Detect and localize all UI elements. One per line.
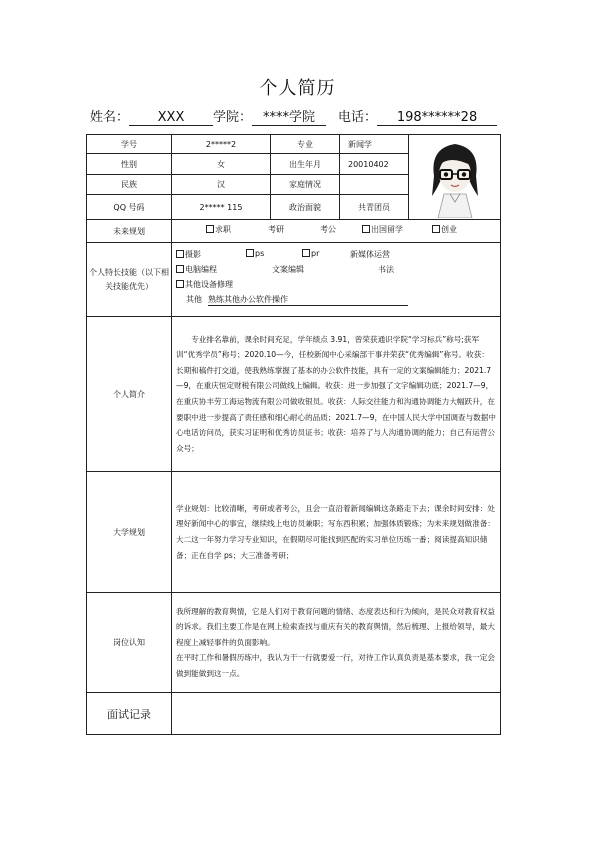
future-plan-options	[172, 220, 501, 243]
name-field[interactable]: XXX	[129, 110, 213, 126]
resume-table	[86, 134, 501, 735]
photo-cell	[409, 135, 501, 220]
qq-label: QQ 号码	[87, 195, 172, 220]
avatar	[420, 136, 490, 218]
skills-label: 个人特长技能（以下相关技能优先）	[87, 243, 172, 317]
student-id-label: 学号	[87, 135, 172, 154]
cognition-label: 岗位认知	[87, 593, 172, 693]
phone-field[interactable]: 198******28	[377, 110, 497, 126]
gender-value[interactable]: 女	[172, 154, 271, 175]
ethnic-label: 民族	[87, 175, 172, 195]
skill-pr[interactable]: pr	[302, 249, 319, 258]
skill-device[interactable]: 其他设备修理	[176, 279, 233, 290]
future-option-startup[interactable]: 创业	[432, 224, 457, 235]
checkbox-icon	[176, 280, 184, 288]
skill-copy[interactable]: 文案编辑	[272, 264, 304, 274]
plan-label: 大学规划	[87, 472, 172, 593]
phone-label: 电话：	[338, 110, 378, 125]
cognition-text[interactable]: 我所理解的教育舆情，它是人们对于教育问题的情绪、态度表达和行为倾向，是民众对教育权益的诉求。我们主要工作是在网上检索查找与重庆有关的教育舆情，然后梳理、上报给领导，最大程度上减轻事件的负面影响。 在平时工作和暑假历练中，我认为干一行就要爱一行，对待工作认真负责是基本要求，我一定会做到能做到这一点。	[172, 593, 501, 693]
header-info-line	[90, 106, 497, 126]
future-plan-label: 未来规划	[87, 220, 172, 243]
ethnic-value[interactable]: 汉	[172, 175, 271, 195]
checkbox-icon	[302, 249, 310, 257]
birth-value[interactable]: 20010402	[340, 154, 409, 175]
skill-newmedia[interactable]: 新媒体运营	[350, 249, 390, 259]
college-label: 学院：	[213, 110, 253, 125]
major-value[interactable]: 新闻学	[340, 135, 409, 154]
future-option-postgrad[interactable]: 考研	[268, 225, 284, 234]
page-title: 个人简历	[259, 78, 336, 99]
family-label: 家庭情况	[271, 175, 340, 195]
intro-text[interactable]: 专业排名靠前，课余时间充足，学年绩点 3.91，曾荣获通识学院“学习标兵”称号;获军训“优秀学员”称号；2020.10—今，任校新闻中心采编部干事并荣获“优秀编辑”称号。收获：长期和稿件打交道，使我熟练掌握了基本的办公软件技能，具有一定的文案编辑能力；2021.7—9，在重庆恒定财税有限公司做线上编辑。收获：进一步加强了文字编辑功底；2021.7—9，在重庆协丰劳工海运物流有限公司做收银员。收获：人际交往能力和沟通协调能力大幅跃升，在要职中进一步提高了责任感和细心耐心的品质；2021.7—9，在中国人民大学中国调查与数据中心电话访问员，获实习证明和优秀访员证书；收获：培养了与人沟通协调的能力；自己有运营公众号；	[172, 317, 501, 472]
checkbox-icon	[432, 225, 440, 233]
skill-other-field[interactable]: 熟练其他办公软件操作	[208, 294, 408, 306]
checkbox-icon	[206, 225, 214, 233]
gender-label: 性别	[87, 154, 172, 175]
interview-value[interactable]	[172, 693, 501, 735]
skill-ps[interactable]: ps	[246, 249, 264, 258]
college-field[interactable]: ****学院	[252, 106, 326, 126]
future-option-abroad[interactable]: 出国留学	[362, 224, 403, 235]
checkbox-icon	[176, 265, 184, 273]
skill-other: 其他 熟练其他办公软件操作	[186, 294, 408, 306]
student-id-value[interactable]: 2*****2	[172, 135, 271, 154]
major-label: 专业	[271, 135, 340, 154]
birth-label: 出生年月	[271, 154, 340, 175]
future-option-civil[interactable]: 考公	[320, 225, 336, 234]
skill-pc[interactable]: 电脑编程	[176, 264, 217, 275]
plan-text[interactable]: 学业规划：比较清晰，考研或者考公，且会一直沿着新闻编辑这条路走下去；课余时间安排：处理好新闻中心的事宜，继续线上电访员兼职；写东西积累；加强体质锻炼；为未来规划做准备：大二这一年努力学习专业知识，在假期尽可能找到匹配的实习单位历练一番；阅读提高知识储备；正在自学 ps；大三准备考研；	[172, 472, 501, 593]
checkbox-icon	[176, 250, 184, 258]
interview-label: 面试记录	[87, 693, 172, 735]
political-value[interactable]: 共青团员	[340, 195, 409, 220]
checkbox-icon	[246, 249, 254, 257]
political-label: 政治面貌	[271, 195, 340, 220]
skills-options	[172, 243, 501, 317]
skill-calligraphy[interactable]: 书法	[378, 264, 394, 274]
future-option-job[interactable]: 求职	[206, 224, 231, 235]
checkbox-icon	[362, 225, 370, 233]
family-value[interactable]	[340, 175, 409, 195]
skill-photo[interactable]: 摄影	[176, 249, 201, 260]
intro-label: 个人简介	[87, 317, 172, 472]
qq-value[interactable]: 2***** 115	[172, 195, 271, 220]
name-label: 姓名：	[90, 110, 130, 125]
